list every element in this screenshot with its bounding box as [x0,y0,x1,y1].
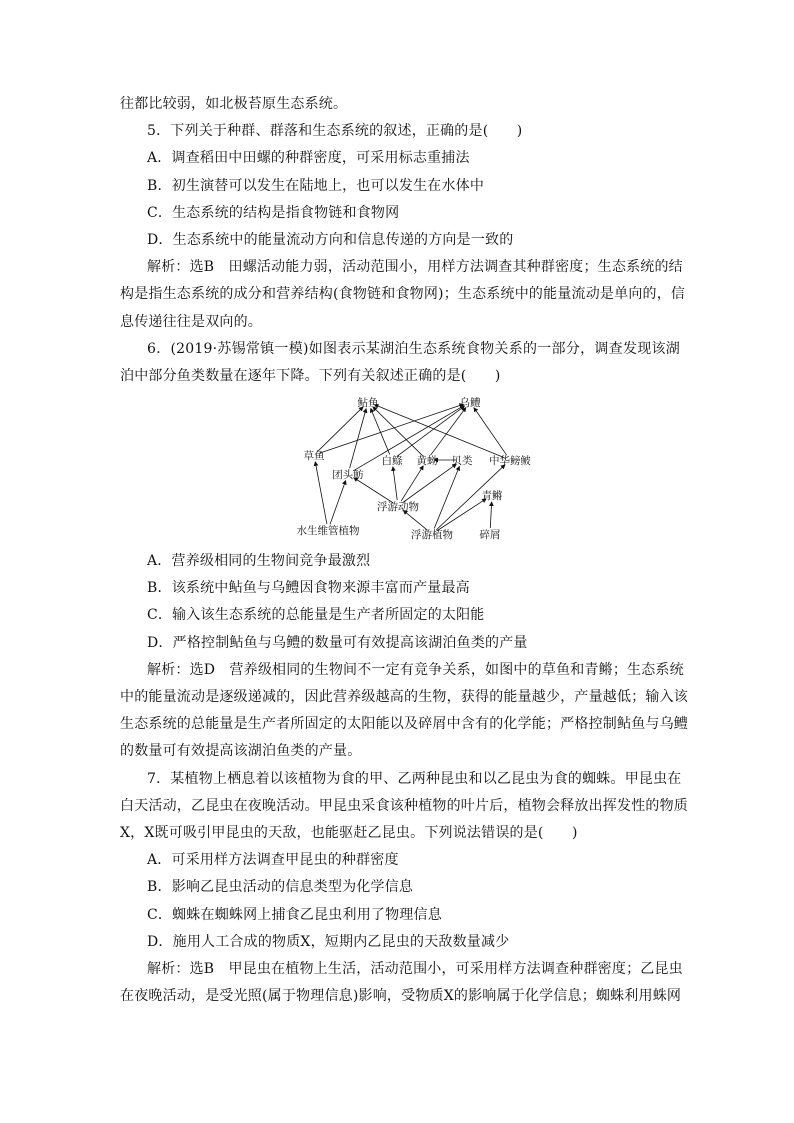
food-web-node: 白鲦 [381,455,403,467]
food-web-node: 浮游动物 [377,501,419,513]
text-line: 在夜晚活动，是受光照(属于物理信息)影响，受物质X的影响属于化学信息；蜘蛛利用蛛网 [120,988,682,1005]
text-line: B．初生演替可以发生在陆地上，也可以发生在水体中 [147,177,485,194]
text-line: D．施用人工合成的物质X，短期内乙昆虫的天敌数量减少 [147,933,510,950]
food-web-node: 浮游植物 [411,529,453,540]
text-line: 往都比较弱，如北极苔原生态系统。 [120,96,348,112]
text-line: 7．某植物上栖息着以该植物为食的甲、乙两种昆虫和以乙昆虫为食的蜘蛛。甲昆虫在 [147,770,682,787]
text-line: 的数量可有效提高该湖泊鱼类的产量。 [120,743,362,760]
food-web-arrow [397,406,465,456]
food-web-arrow [403,510,427,530]
text-line: D．生态系统中的能量流动方向和信息传递的方向是一致的 [147,232,514,248]
food-web-arrow [403,464,456,502]
text-line: X，X既可吸引甲昆虫的天敌，也能驱赶乙昆虫。下列说法错误的是( ) [120,825,578,841]
food-web-arrow [393,467,397,500]
text-line: C．输入该生态系统的总能量是生产者所固定的太阳能 [147,607,485,624]
text-line: 解析：选B 田螺活动能力弱，活动范围小，用样方法调查其种群密度；生态系统的结 [147,259,683,276]
food-web-diagram [290,390,540,540]
text-line: A．营养级相同的生物间竞争最激烈 [147,553,371,569]
food-web-arrow [354,478,393,503]
food-web-node: 水生维管植物 [296,525,360,537]
text-line: 构是指生态系统的成分和营养结构(食物链和食物网)；生态系统中的能量流动是单向的，信 [120,286,686,303]
food-web-node: 乌鳢 [459,397,481,409]
text-line: 解析：选D 营养级相同的生物间不一定有竞争关系，如图中的草鱼和青鳉；生态系统 [147,661,684,678]
food-web-arrow [490,502,491,528]
food-web-arrow [353,406,464,471]
text-line: 泊中部分鱼类数量在逐年下降。下列有关叙述正确的是( ) [120,368,501,384]
food-web-arrow [371,408,390,454]
food-web-arrow [315,462,327,524]
text-line: B．影响乙昆虫活动的信息类型为化学信息 [147,879,414,896]
food-web-node: 鲇鱼 [357,397,379,409]
text-line: 白天活动，乙昆虫在夜晚活动。甲昆虫采食该种植物的叶片后，植物会释放出挥发性的物质 [120,797,688,814]
food-web-node: 草鱼 [303,450,325,462]
food-web-node: 碎屑 [479,529,501,540]
food-web-node: 团头鲂 [332,469,364,481]
text-line: 5．下列关于种群、群落和生态系统的叙述，正确的是( ) [147,123,523,140]
food-web-arrow [434,466,459,528]
text-line: 息传递往往是双向的。 [120,313,262,330]
text-line: A．可采用样方法调查甲昆虫的种群密度 [147,852,399,869]
food-web-node: 黄蚴 [416,455,438,467]
food-web-node: 贝类 [451,455,473,467]
text-line: B．该系统中鲇鱼与乌鳢因食物来源丰富而产量最高 [147,580,470,597]
text-line: A．调查稻田中田螺的种群密度，可采用标志重捕法 [147,150,470,167]
food-web-arrow [330,481,346,525]
food-web-node: 中华鳑鲏 [489,455,531,467]
food-web-arrow [474,408,507,455]
text-line: 生态系统的总能量是生产者所固定的太阳能以及碎屑中含有的化学能；严格控制鲇鱼与乌鳢 [120,716,688,733]
text-line: 中的能量流动是逐级递减的，因此营养级越高的生物，获得的能量越少，产量越低；输入该 [120,689,688,705]
food-web-node: 青鳉 [481,490,503,502]
text-line: 6．(2019·苏锡常镇一模)如图表示某湖泊生态系统食物关系的一部分，调查发现该湖 [147,340,680,357]
text-line: 解析：选B 甲昆虫在植物上生活，活动范围小，可采用样方法调查种群密度；乙昆虫 [147,961,683,977]
text-line: C．蜘蛛在蜘蛛网上捕食乙昆虫利用了物理信息 [147,906,442,923]
text-line: C．生态系统的结构是指食物链和食物网 [147,204,400,221]
text-line: D．严格控制鲇鱼与乌鳢的数量可有效提高该湖泊鱼类的产量 [147,634,528,651]
